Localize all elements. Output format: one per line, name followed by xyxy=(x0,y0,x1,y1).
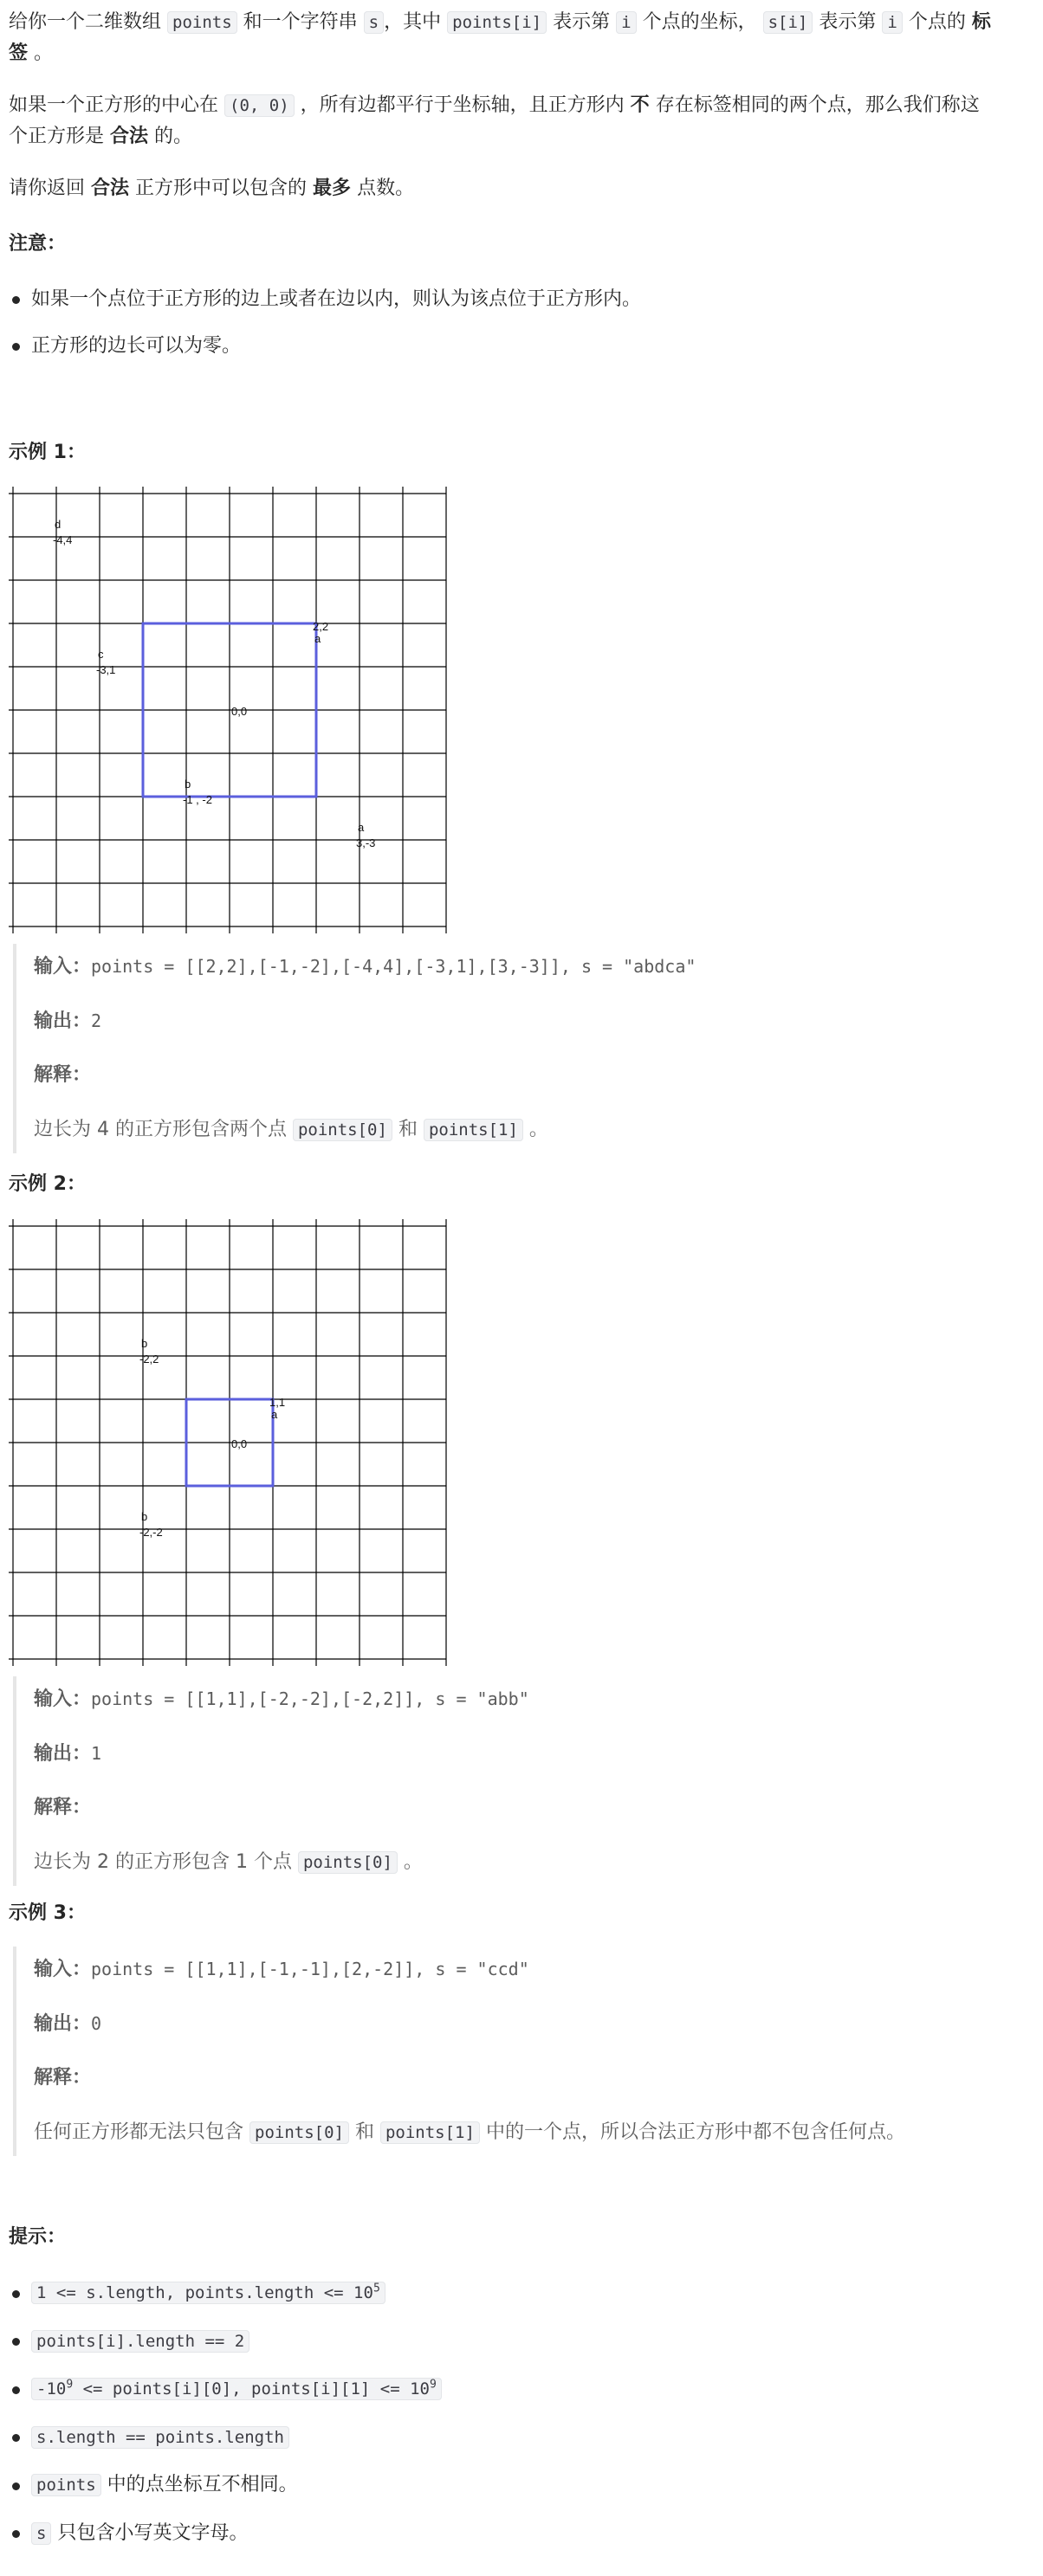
output-label: 输出： xyxy=(34,1010,92,1032)
note-item: 正方形的边长可以为零。 xyxy=(31,335,242,357)
bullet xyxy=(12,296,20,304)
constraint-exponent: 9 xyxy=(429,2378,437,2392)
point-coordinate: -1 , -2 xyxy=(183,793,212,806)
example-2-explanation xyxy=(34,1847,423,1878)
example-3-explanation xyxy=(34,2117,905,2148)
example-3-heading: 示例 3： xyxy=(9,1902,86,1924)
bullet xyxy=(12,2530,20,2538)
example-3-explain-label xyxy=(34,2063,91,2094)
explain-text: 。 xyxy=(403,1851,423,1873)
input-label: 输入： xyxy=(34,956,92,978)
example-2-input xyxy=(34,1683,529,1715)
legal-square-definition xyxy=(9,90,1035,152)
code-points-0: points[0] xyxy=(249,2121,349,2144)
intro-text: 点数。 xyxy=(357,178,415,199)
intro-text: 表示第 xyxy=(553,11,611,33)
origin-label: 0,0 xyxy=(231,1437,248,1450)
code-origin: (0, 0) xyxy=(224,94,295,117)
point-coordinate: -3,1 xyxy=(96,663,116,676)
explain-text: 边长为 4 的正方形包含两个点 xyxy=(34,1119,287,1140)
constraint-code: points[i].length == 2 xyxy=(31,2330,249,2353)
bold-label: 签 xyxy=(9,42,29,64)
output-label: 输出： xyxy=(34,2013,92,2035)
intro-text: 给你一个二维数组 xyxy=(9,11,162,33)
intro-text: 。 xyxy=(34,42,54,64)
code-s: s xyxy=(31,2522,51,2545)
intro-text: 和一个字符串 xyxy=(243,11,358,33)
bullet xyxy=(12,2290,20,2298)
intro-text: 正方形中可以包含的 xyxy=(135,178,308,199)
code-points-0: points[0] xyxy=(298,1851,398,1874)
explain-text: 和 xyxy=(398,1119,418,1140)
explain-text: 和 xyxy=(354,2121,374,2143)
constraint-6 xyxy=(31,2518,248,2549)
output-value: 1 xyxy=(91,1743,102,1764)
code-points: points xyxy=(31,2474,101,2496)
origin-label: 0,0 xyxy=(231,705,248,718)
example-3-output xyxy=(34,2008,101,2040)
constraint-1 xyxy=(31,2277,385,2308)
constraint-text: -10 xyxy=(36,2379,67,2398)
code-s-i: s[i] xyxy=(763,11,813,34)
constraint-exponent: 9 xyxy=(66,2378,74,2392)
bold-label: 标 xyxy=(971,11,991,33)
bullet xyxy=(12,2482,20,2490)
explain-text: 中的一个点，所以合法正方形中都不包含任何点。 xyxy=(485,2121,905,2143)
intro-text: 如果一个正方形的中心在 xyxy=(9,94,219,116)
intro-text: ，其中 xyxy=(384,11,442,33)
constraint-3 xyxy=(31,2373,442,2405)
bold-legal: 合法 xyxy=(110,126,149,147)
example-2-heading: 示例 2： xyxy=(9,1173,86,1195)
point-tag: c xyxy=(98,648,104,661)
point-tag: a xyxy=(358,821,365,834)
bold-legal: 合法 xyxy=(91,178,130,199)
example-1-heading: 示例 1： xyxy=(9,442,86,463)
example-3-input xyxy=(34,1953,529,1985)
constraint-code xyxy=(31,2378,442,2400)
intro-text: 存在标签相同的两个点，那么我们称这 xyxy=(655,94,980,116)
example-2-output xyxy=(34,1738,101,1770)
input-value: points = [[2,2],[-1,-2],[-4,4],[-3,1],[3,-3]], s = "abdca" xyxy=(91,956,696,977)
code-s: s xyxy=(364,11,384,34)
explain-text: 任何正方形都无法只包含 xyxy=(34,2121,244,2143)
input-value: points = [[1,1],[-2,-2],[-2,2]], s = "abb" xyxy=(91,1688,529,1709)
example-1-output xyxy=(34,1005,101,1037)
point-coordinate: 2,2 xyxy=(313,620,329,633)
bullet xyxy=(12,2386,20,2394)
explain-label: 解释： xyxy=(34,1797,92,1818)
example-1-explanation xyxy=(34,1114,548,1146)
input-value: points = [[1,1],[-1,-1],[2,-2]], s = "ccd" xyxy=(91,1959,529,1979)
bold-max: 最多 xyxy=(313,178,352,199)
explain-text: 边长为 2 的正方形包含 1 个点 xyxy=(34,1851,292,1873)
code-points-0: points[0] xyxy=(293,1119,392,1141)
output-value: 2 xyxy=(91,1010,102,1031)
constraint-text: 1 <= s.length, points.length <= 10 xyxy=(36,2283,373,2302)
task-statement xyxy=(9,173,414,204)
example-2-explain-label xyxy=(34,1792,91,1824)
example-1-input xyxy=(34,951,696,983)
code-points-i: points[i] xyxy=(447,11,547,34)
point-tag: a xyxy=(271,1408,278,1421)
explain-label: 解释： xyxy=(34,2067,92,2089)
constraint-text: 只包含小写英文字母。 xyxy=(57,2522,249,2544)
constraint-code xyxy=(31,2282,385,2304)
bullet xyxy=(12,343,20,351)
intro-text: 请你返回 xyxy=(9,178,86,199)
intro-text: 个点的坐标， xyxy=(642,11,757,33)
example-3-block xyxy=(13,1947,1021,2156)
point-tag: b xyxy=(141,1510,148,1523)
code-points-1: points[1] xyxy=(380,2121,480,2144)
code-i: i xyxy=(616,11,636,34)
intro-text: 个点的 xyxy=(908,11,966,33)
explain-text: 。 xyxy=(528,1119,548,1140)
intro-text: ，所有边都平行于坐标轴，且正方形内 xyxy=(300,94,625,116)
output-value: 0 xyxy=(91,2013,102,2034)
constraint-exponent: 5 xyxy=(372,2282,380,2295)
intro-text: 的。 xyxy=(154,126,193,147)
code-points-1: points[1] xyxy=(424,1119,523,1141)
example-1-figure xyxy=(0,487,450,933)
code-points: points xyxy=(167,11,237,34)
example-1-explain-label xyxy=(34,1060,91,1091)
constraint-text: <= points[i][0], points[i][1] <= 10 xyxy=(73,2379,430,2398)
point-tag: b xyxy=(185,778,191,791)
hints-heading: 提示： xyxy=(9,2226,67,2248)
constraint-code: s.length == points.length xyxy=(31,2426,289,2449)
point-tag: a xyxy=(314,632,321,645)
example-2-figure xyxy=(0,1219,450,1666)
example-2-block xyxy=(13,1676,1021,1886)
point-coordinate: 3,-3 xyxy=(356,836,376,849)
point-coordinate: -4,4 xyxy=(53,533,73,546)
explain-label: 解释： xyxy=(34,1064,92,1086)
point-coordinate: -2,2 xyxy=(139,1353,159,1365)
constraint-text: 中的点坐标互不相同。 xyxy=(107,2474,298,2495)
intro-paragraph xyxy=(9,7,1031,69)
point-coordinate: -2,-2 xyxy=(139,1526,163,1539)
note-item: 如果一个点位于正方形的边上或者在边以内，则认为该点位于正方形内。 xyxy=(31,288,642,310)
constraint-2 xyxy=(31,2326,249,2357)
intro-text: 表示第 xyxy=(819,11,877,33)
output-label: 输出： xyxy=(34,1743,92,1765)
code-i: i xyxy=(882,11,902,34)
input-label: 输入： xyxy=(34,1688,92,1710)
point-coordinate: 1,1 xyxy=(269,1396,286,1409)
bold-not: 不 xyxy=(630,94,650,116)
bullet xyxy=(12,2338,20,2346)
notes-heading: 注意： xyxy=(9,233,67,255)
bullet xyxy=(12,2434,20,2442)
point-tag: d xyxy=(55,518,62,531)
constraint-4 xyxy=(31,2422,289,2453)
input-label: 输入： xyxy=(34,1959,92,1980)
point-tag: b xyxy=(141,1337,148,1350)
intro-text: 个正方形是 xyxy=(9,126,105,147)
example-1-block xyxy=(13,944,1021,1153)
constraint-5 xyxy=(31,2469,298,2501)
